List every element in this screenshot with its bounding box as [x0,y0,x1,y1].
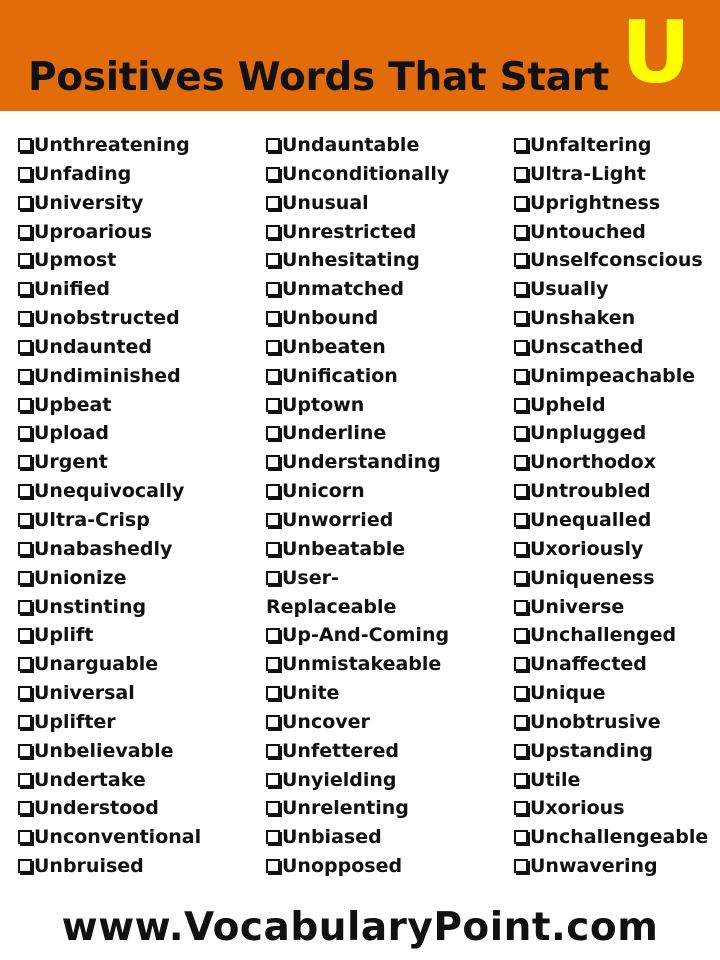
word-list-item [18,506,201,535]
word-list-item [18,275,201,304]
checkbox-bullet-icon [266,369,280,383]
word-text: Usually [530,278,609,301]
checkbox-bullet-icon [266,657,280,671]
word-text: Unorthodox [530,451,656,474]
word-list-item [266,189,449,218]
word-text: Unconventional [34,826,202,849]
checkbox-bullet-icon [514,340,528,354]
checkbox-bullet-icon [514,571,528,585]
checkbox-bullet-icon [514,830,528,844]
word-list-item [18,564,201,593]
word-list-item [266,448,449,477]
word-list-item [18,650,201,679]
word-list-item [514,564,708,593]
checkbox-bullet-icon [18,744,32,758]
word-list-item [266,246,449,275]
word-text: Uprightness [530,191,661,214]
checkbox-bullet-icon [266,398,280,412]
word-list-item [266,391,449,420]
word-text: Unthreatening [34,134,190,156]
word-text: Unworried [282,508,394,531]
checkbox-bullet-icon [514,455,528,469]
checkbox-bullet-icon [266,282,280,296]
checkbox-bullet-icon [18,340,32,354]
checkbox-bullet-icon [514,196,528,210]
checkbox-bullet-icon [266,686,280,700]
word-text: Unhesitating [282,249,420,272]
word-text: Unmatched [282,278,404,301]
word-list-item [266,650,449,679]
word-list-item [18,391,201,420]
word-list-item [18,131,201,160]
word-text: Unbruised [34,855,144,878]
checkbox-bullet-icon [266,426,280,440]
word-text: Unusual [282,191,369,214]
word-text: Underline [282,422,387,445]
checkbox-bullet-icon [18,196,32,210]
checkbox-bullet-icon [266,801,280,815]
word-text: Untouched [530,220,646,243]
checkbox-bullet-icon [514,744,528,758]
word-list-item [514,593,708,622]
checkbox-bullet-icon [266,744,280,758]
checkbox-bullet-icon [18,657,32,671]
word-list-item [18,794,201,823]
word-text: Unselfconscious [530,249,703,272]
word-list-item [514,679,708,708]
checkbox-bullet-icon [266,830,280,844]
word-list-item [18,189,201,218]
word-list-item [18,246,201,275]
checkbox-bullet-icon [514,801,528,815]
word-list-item [266,766,449,795]
word-list-item [514,304,708,333]
checkbox-bullet-icon [266,513,280,527]
checkbox-bullet-icon [18,571,32,585]
word-list-item [514,189,708,218]
word-text: Unmistakeable [282,653,442,676]
word-text: Uniqueness [530,566,655,589]
word-list-item [18,852,201,881]
checkbox-bullet-icon [266,715,280,729]
word-list-item [514,794,708,823]
word-text: Understood [34,797,159,820]
checkbox-bullet-icon [18,801,32,815]
word-list-item [266,218,449,247]
word-list-item [18,766,201,795]
word-text: Uplift [34,624,94,647]
checkbox-bullet-icon [514,715,528,729]
checkbox-bullet-icon [266,773,280,787]
word-list-item [514,246,708,275]
checkbox-bullet-icon [18,398,32,412]
word-text: Uxorious [530,797,625,820]
checkbox-bullet-icon [514,628,528,642]
word-list-item [266,621,449,650]
word-text: Uplifter [34,710,116,733]
word-text: Undaunted [34,335,152,358]
word-list-item [514,535,708,564]
checkbox-bullet-icon [514,398,528,412]
word-text: Universal [34,682,135,705]
word-text: Upstanding [530,739,654,762]
checkbox-bullet-icon [18,311,32,325]
word-text: Uxoriously [530,537,644,560]
checkbox-bullet-icon [266,859,280,873]
word-list-item [514,852,708,881]
checkbox-bullet-icon [514,311,528,325]
word-list-item [18,333,201,362]
word-list-item [18,535,201,564]
word-list-item [514,275,708,304]
word-list-item [18,477,201,506]
word-list-item [266,419,449,448]
word-text: Ultra-Crisp [34,508,150,531]
word-text: Unite [282,682,340,705]
word-text-line-2: Replaceable [266,595,397,618]
word-list-item [18,737,201,766]
word-list-item [266,794,449,823]
checkbox-bullet-icon [18,455,32,469]
checkbox-bullet-icon [18,369,32,383]
word-list-item [266,506,449,535]
checkbox-bullet-icon [18,138,32,152]
checkbox-bullet-icon [514,686,528,700]
word-list-item [514,362,708,391]
header-banner [0,0,720,111]
word-text: Unfaltering [530,134,652,156]
word-text: Unyielding [282,768,397,791]
word-text-line-1 [266,564,449,593]
word-text: Upheld [530,393,606,416]
word-text: Uncover [282,710,370,733]
word-text: Unrelenting [282,797,409,820]
checkbox-bullet-icon [18,513,32,527]
word-text: Ultra-Light [530,162,646,185]
checkbox-bullet-icon [266,253,280,267]
checkbox-bullet-icon [18,542,32,556]
word-text: Undertake [34,768,146,791]
word-list-item [266,160,449,189]
checkbox-bullet-icon [266,542,280,556]
word-text: Upload [34,422,110,445]
word-list-item [18,823,201,852]
word-text: Unfettered [282,739,400,762]
checkbox-bullet-icon [18,830,32,844]
checkbox-bullet-icon [18,282,32,296]
word-list-item [514,650,708,679]
word-list-item [266,737,449,766]
word-text: Unchallenged [530,624,677,647]
checkbox-bullet-icon [18,225,32,239]
checkbox-bullet-icon [266,138,280,152]
word-column-3 [514,131,708,881]
word-column-2 [266,131,449,881]
checkbox-bullet-icon [18,426,32,440]
word-list-item [514,333,708,362]
word-text: Unplugged [530,422,647,445]
word-list-item [266,131,449,160]
word-text: Unicorn [282,480,365,503]
word-text: Unshaken [530,307,636,330]
checkbox-bullet-icon [266,340,280,354]
word-list-item [18,419,201,448]
word-text: Unfading [34,162,132,185]
word-text: Unbound [282,307,379,330]
word-list-item [266,679,449,708]
word-text: Uptown [282,393,365,416]
checkbox-bullet-icon [514,426,528,440]
checkbox-bullet-icon [266,455,280,469]
word-list-item [18,160,201,189]
website-footer: www.VocabularyPoint.com [61,905,659,950]
word-text: Undiminished [34,364,181,387]
word-list-item [514,448,708,477]
word-list-item [18,679,201,708]
word-text: Unbiased [282,826,382,849]
word-text: Unrestricted [282,220,417,243]
word-text: Unconditionally [282,162,450,185]
word-text: Understanding [282,451,441,474]
word-list-item [266,564,449,622]
word-column-1 [18,131,201,881]
checkbox-bullet-icon [266,484,280,498]
word-text: Upmost [34,249,117,272]
word-list-item [18,448,201,477]
word-text: Unimpeachable [530,364,696,387]
word-text: Unionize [34,566,127,589]
checkbox-bullet-icon [266,311,280,325]
checkbox-bullet-icon [514,369,528,383]
word-text: Unobstructed [34,307,180,330]
checkbox-bullet-icon [514,225,528,239]
checkbox-bullet-icon [18,628,32,642]
word-list-item [266,477,449,506]
word-text: Upbeat [34,393,112,416]
word-text: Utile [530,768,581,791]
word-list-item [18,593,201,622]
word-list-item [266,304,449,333]
word-list-item [514,766,708,795]
word-text: Undauntable [282,134,420,156]
word-list-item [18,708,201,737]
checkbox-bullet-icon [514,484,528,498]
word-list-item [514,131,708,160]
word-list-item [514,823,708,852]
word-text: Unequivocally [34,480,185,503]
checkbox-bullet-icon [18,715,32,729]
word-text: Unequalled [530,508,652,531]
word-text: Unaffected [530,653,647,676]
word-list-item [266,823,449,852]
word-list-item [514,218,708,247]
checkbox-bullet-icon [514,253,528,267]
word-list-item [266,708,449,737]
checkbox-bullet-icon [514,859,528,873]
word-list-item [266,535,449,564]
checkbox-bullet-icon [18,600,32,614]
word-list-item [514,160,708,189]
word-text: Unique [530,682,606,705]
word-list-item [514,391,708,420]
checkbox-bullet-icon [18,686,32,700]
checkbox-bullet-icon [18,253,32,267]
checkbox-bullet-icon [514,600,528,614]
word-text: University [34,191,144,214]
highlight-letter: U [621,3,691,103]
checkbox-bullet-icon [514,542,528,556]
word-text: Universe [530,595,625,618]
word-text: Unbeatable [282,537,406,560]
word-text: Up-And-Coming [282,624,450,647]
word-text: Unified [34,278,111,301]
checkbox-bullet-icon [514,167,528,181]
word-list-item [18,362,201,391]
checkbox-bullet-icon [266,628,280,642]
checkbox-bullet-icon [514,773,528,787]
checkbox-bullet-icon [18,859,32,873]
word-list-item [514,477,708,506]
word-text: Unbeaten [282,335,386,358]
checkbox-bullet-icon [514,513,528,527]
word-list-item [18,304,201,333]
word-text: Unobtrusive [530,710,661,733]
word-text: Urgent [34,451,108,474]
word-list-item [266,275,449,304]
checkbox-bullet-icon [514,282,528,296]
checkbox-bullet-icon [266,571,280,585]
word-list-item [514,419,708,448]
word-text: Uproarious [34,220,153,243]
word-list-item [266,852,449,881]
word-list-item [18,218,201,247]
page-title: Positives Words That Start [28,55,610,100]
word-list-item [514,737,708,766]
word-text: Untroubled [530,480,651,503]
word-list-item [514,621,708,650]
word-text: Unscathed [530,335,644,358]
word-text: Unabashedly [34,537,173,560]
checkbox-bullet-icon [18,167,32,181]
word-text: Unwavering [530,855,658,878]
checkbox-bullet-icon [266,225,280,239]
word-list-item [514,708,708,737]
word-text: Unstinting [34,595,147,618]
word-list-item [266,333,449,362]
word-text: Unarguable [34,653,159,676]
checkbox-bullet-icon [514,657,528,671]
word-text: Unopposed [282,855,403,878]
word-text: User- [282,566,339,589]
checkbox-bullet-icon [514,138,528,152]
word-list-item [18,621,201,650]
word-text: Unbelievable [34,739,174,762]
checkbox-bullet-icon [266,196,280,210]
checkbox-bullet-icon [266,167,280,181]
word-text: Unchallengeable [530,826,709,849]
checkbox-bullet-icon [18,484,32,498]
word-list-item [266,362,449,391]
word-list-item [514,506,708,535]
checkbox-bullet-icon [18,773,32,787]
word-text: Unification [282,364,398,387]
